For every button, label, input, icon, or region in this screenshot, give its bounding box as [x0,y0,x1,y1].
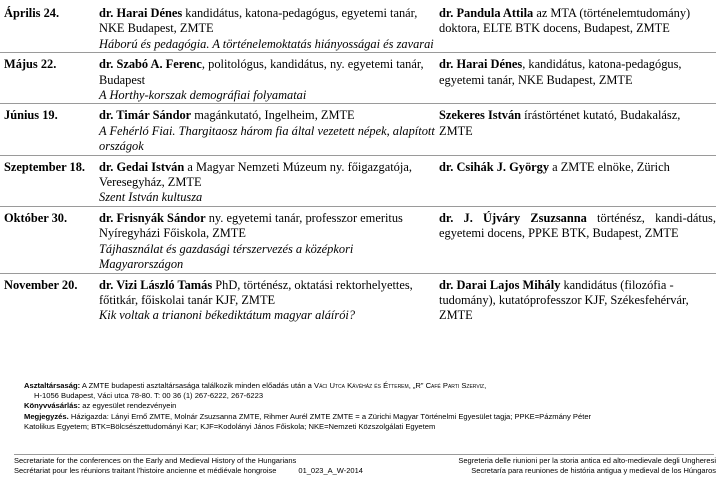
speaker-description: a Magyar Nemzeti Múzeum ny. főigazgatója, Veresegyház, ZMTE [99,159,412,190]
event-date: Május 22. [0,53,95,104]
speaker-description: PhD, történész, oktatási rektorhelyettes, főtitkár, főiskolai tanár KJF, ZMTE [99,277,413,307]
speaker-description: magánkutató, Ingelheim, ZMTE [191,108,355,123]
event-date: Szeptember 18. [0,155,95,206]
speaker-name: dr. Frisnyák Sándor [99,210,206,225]
lecture-schedule-table [0,6,716,324]
lecture-title: A Horthy-korszak demográfiai folyamatai [99,88,307,103]
respondent-description: írástörténet kutató, Budakalász, ZMTE [439,108,681,138]
lecture-cell [95,6,435,53]
konyvvasarlas-note [24,401,714,411]
asztaltarsasag-label: Asztaltársaság: [24,381,81,390]
respondent-cell [435,53,716,104]
megjegyzes-note [24,412,714,422]
lecture-cell [95,206,435,273]
secretariat-french: Secrétariat pour les réunions traitant l'histoire ancienne et médiévale hongroise [14,465,277,475]
speaker-name: dr. Gedai István [99,159,185,174]
footer-divider [14,454,714,455]
speaker-name: dr. Harai Dénes [99,6,183,20]
asztaltarsasag-text-3: , [484,381,487,390]
schedule-row [0,104,716,155]
asztaltarsasag-text: A ZMTE budapesti asztaltársasága találkozik minden előadás után a [80,381,314,390]
respondent-name: dr. Pandula Attila [439,6,534,20]
asztaltarsasag-text-2: , „R” [408,381,426,390]
secretariat-english: Secretariate for the conferences on the Early and Medieval History of the Hungarians [14,456,297,465]
respondent-cell [435,206,716,273]
document-code: 01_023_A_W-2014 [298,465,363,475]
secretariat-row [14,466,716,476]
lecture-title: Tájhasználat és gazdasági térszervezés a középkori Magyarországon [99,241,354,272]
speaker-name: dr. Szabó A. Ferenc [99,57,202,72]
megjegyzes-label: Megjegyzés. [24,411,69,421]
schedule-row [0,53,716,104]
lecture-title: Szent István kultusza [99,190,203,205]
event-date: Október 30. [0,206,95,273]
lecture-cell [95,53,435,104]
lecture-title: Kik voltak a trianoni békediktátum magyar aláírói? [99,308,356,323]
venue-address: H-1056 Budapest, Váci utca 78-80. T: 00 36 (1) 267-6222, 267-6223 [34,391,264,401]
speaker-name: dr. Vizi László Tamás [99,277,213,292]
secretariat-row [14,456,716,466]
secretariat-spanish: Secretaría para reuniones de história antigua y medieval de los Húngaros [471,465,716,475]
respondent-description: , kandidátus, katona-pedagógus, egyetemi tanár, NKE Budapest, ZMTE [439,57,682,87]
speaker-description: , politológus, kandidátus, ny. egyetemi tanár, Budapest [99,57,424,87]
respondent-description: kandidátus (filozófia -tudomány), kutatóprofesszor KJF, Székesfehérvár, ZMTE [439,277,689,323]
respondent-name: dr. Csihák J. György [439,159,550,174]
megjegyzes-text: Házigazda: Lányi Ernő ZMTE, Molnár Zsuzsanna ZMTE, Rihmer Aurél ZMTE ZMTE = a Zürichi Magyar Történelmi Egyesület tagja; PPKE=Pázmány Péter [68,411,592,421]
venue-name: Váci Utca Kávéház és Étterem [314,381,409,390]
konyvvasarlas-label: Könyvvásárlás: [24,401,81,411]
event-date: Június 19. [0,104,95,155]
lecture-cell [95,273,435,324]
respondent-name: dr. Harai Dénes [439,57,523,72]
respondent-cell [435,104,716,155]
secretariat-italian: Segreteria delle riunioni per la storia antica ed alto-medievale degli Ungheresi [458,456,716,465]
speaker-description: ny. egyetemi tanár, professzor emeritus Nyíregyházi Főiskola, ZMTE [99,210,403,241]
konyvvasarlas-text: az egyesület rendezvényein [80,401,177,411]
lecture-title: A Fehérló Fiai. Thargitaosz három fia által vezetett népek, alapított országok [99,123,435,154]
event-date: Április 24. [4,6,60,20]
respondent-description: történész, kandi-dátus, egyetemi docens, PPKE BTK, Budapest, ZMTE [439,210,716,241]
schedule-row [0,6,716,53]
respondent-cell [435,273,716,324]
speaker-description: kandidátus, katona-pedagógus, egyetemi tanár, NKE Budapest, ZMTE [99,6,418,36]
schedule-row [0,206,716,273]
secretariat-footer [14,456,716,475]
secretariat-left-group [14,466,363,476]
respondent-description: a ZMTE elnöke, Zürich [549,159,670,174]
schedule-row [0,155,716,206]
respondent-name: dr. Darai Lajos Mihály [439,277,561,292]
respondent-name: dr. J. Újváry Zsuzsanna [439,210,587,225]
lecture-title: Háború és pedagógia. A történelemoktatás hiányosságai és zavarai [99,36,434,51]
megjegyzes-text-2: Katolikus Egyetem; BTK=Bölcsészettudományi Kar; KJF=Kodolányi János Főiskola; NKE=Nemzeti Közszolgálati Egyetem [24,421,436,431]
schedule-row [0,273,716,324]
footer-notes [24,381,714,432]
respondent-cell [435,6,716,53]
event-date: November 20. [0,273,95,324]
lecture-cell [95,155,435,206]
respondent-description: az MTA (történelemtudomány) doktora, ELTE BTK docens, Budapest, ZMTE [439,6,691,36]
respondent-cell [435,155,716,206]
asztaltarsasag-note [24,381,714,391]
speaker-name: dr. Timár Sándor [99,108,192,123]
venue-name-2: Café Parti Szerviz [425,381,485,390]
respondent-name: Szekeres István [439,108,522,123]
lecture-cell [95,104,435,155]
